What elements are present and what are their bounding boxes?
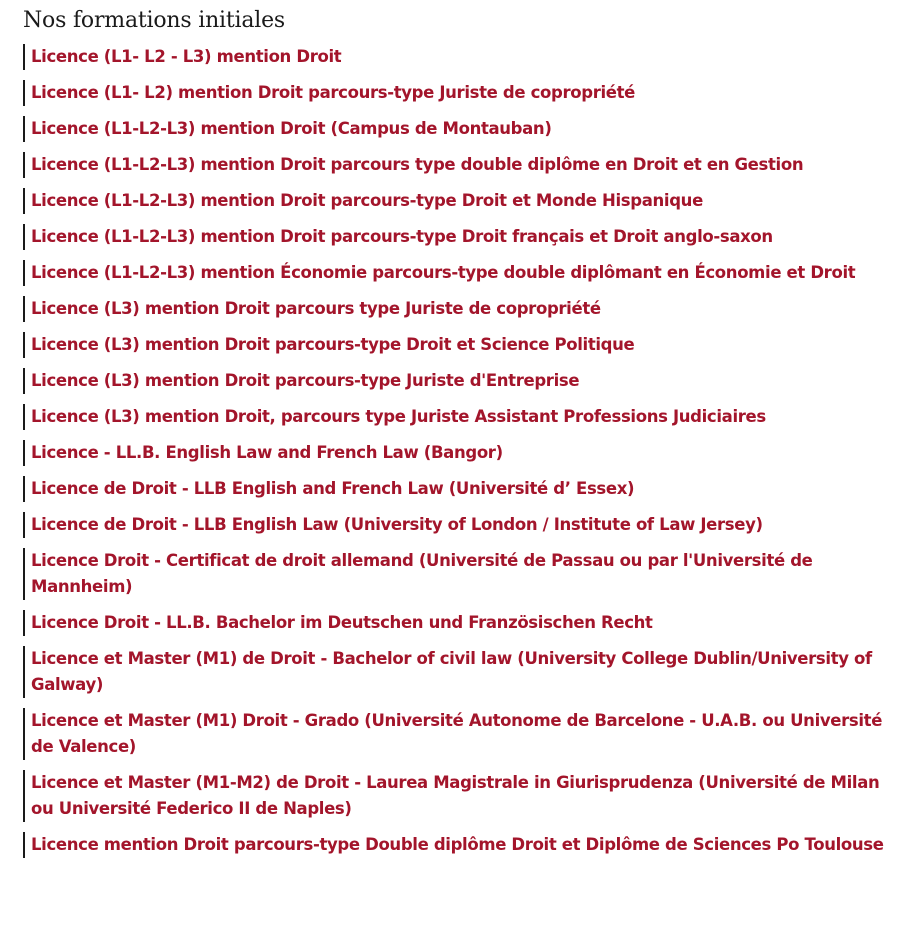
list-item — [23, 548, 916, 600]
list-item — [23, 646, 916, 698]
list-item — [23, 476, 916, 502]
formation-link[interactable]: Licence de Droit - LLB English Law (University of London / Institute of Law Jersey) — [23, 512, 900, 538]
formation-link[interactable]: Licence - LL.B. English Law and French Law (Bangor) — [23, 440, 900, 466]
formation-link[interactable]: Licence et Master (M1) de Droit - Bachelor of civil law (University College Dublin/University of Galway) — [23, 646, 900, 698]
list-item — [23, 512, 916, 538]
list-item — [23, 708, 916, 760]
formation-link[interactable]: Licence (L1-L2-L3) mention Droit (Campus de Montauban) — [23, 116, 900, 142]
formation-link[interactable]: Licence Droit - LL.B. Bachelor im Deutschen und Französischen Recht — [23, 610, 900, 636]
formation-link[interactable]: Licence (L1-L2-L3) mention Économie parcours-type double diplômant en Économie et Droit — [23, 260, 900, 286]
list-item — [23, 368, 916, 394]
section-title: Nos formations initiales — [23, 8, 286, 33]
formation-link[interactable]: Licence (L1- L2) mention Droit parcours-type Juriste de copropriété — [23, 80, 900, 106]
formation-link[interactable]: Licence (L1-L2-L3) mention Droit parcours-type Droit français et Droit anglo-saxon — [23, 224, 900, 250]
list-item — [23, 116, 916, 142]
formation-link[interactable]: Licence et Master (M1) Droit - Grado (Université Autonome de Barcelone - U.A.B. ou Université de Valence) — [23, 708, 900, 760]
formation-link[interactable]: Licence de Droit - LLB English and French Law (Université d’ Essex) — [23, 476, 900, 502]
formation-link[interactable]: Licence (L3) mention Droit parcours-type Juriste d'Entreprise — [23, 368, 900, 394]
formations-list — [23, 44, 916, 858]
list-item — [23, 188, 916, 214]
formation-link[interactable]: Licence (L3) mention Droit parcours-type Droit et Science Politique — [23, 332, 900, 358]
formation-link[interactable]: Licence (L1- L2 - L3) mention Droit — [23, 44, 900, 70]
list-item — [23, 832, 916, 858]
formation-link[interactable]: Licence (L1-L2-L3) mention Droit parcours-type Droit et Monde Hispanique — [23, 188, 900, 214]
formation-link[interactable]: Licence (L3) mention Droit parcours type Juriste de copropriété — [23, 296, 900, 322]
list-item — [23, 44, 916, 70]
list-item — [23, 610, 916, 636]
list-item — [23, 80, 916, 106]
formation-link[interactable]: Licence Droit - Certificat de droit allemand (Université de Passau ou par l'Université de Mannheim) — [23, 548, 900, 600]
formation-link[interactable]: Licence et Master (M1-M2) de Droit - Laurea Magistrale in Giurisprudenza (Université de Milan ou Université Federico II de Naples) — [23, 770, 900, 822]
list-item — [23, 152, 916, 178]
formation-link[interactable]: Licence (L1-L2-L3) mention Droit parcours type double diplôme en Droit et en Gestion — [23, 152, 900, 178]
list-item — [23, 332, 916, 358]
formation-link[interactable]: Licence (L3) mention Droit, parcours type Juriste Assistant Professions Judiciaires — [23, 404, 900, 430]
list-item — [23, 770, 916, 822]
list-item — [23, 440, 916, 466]
list-item — [23, 404, 916, 430]
list-item — [23, 260, 916, 286]
list-item — [23, 296, 916, 322]
list-item — [23, 224, 916, 250]
formation-link[interactable]: Licence mention Droit parcours-type Double diplôme Droit et Diplôme de Sciences Po Toulouse — [23, 832, 900, 858]
